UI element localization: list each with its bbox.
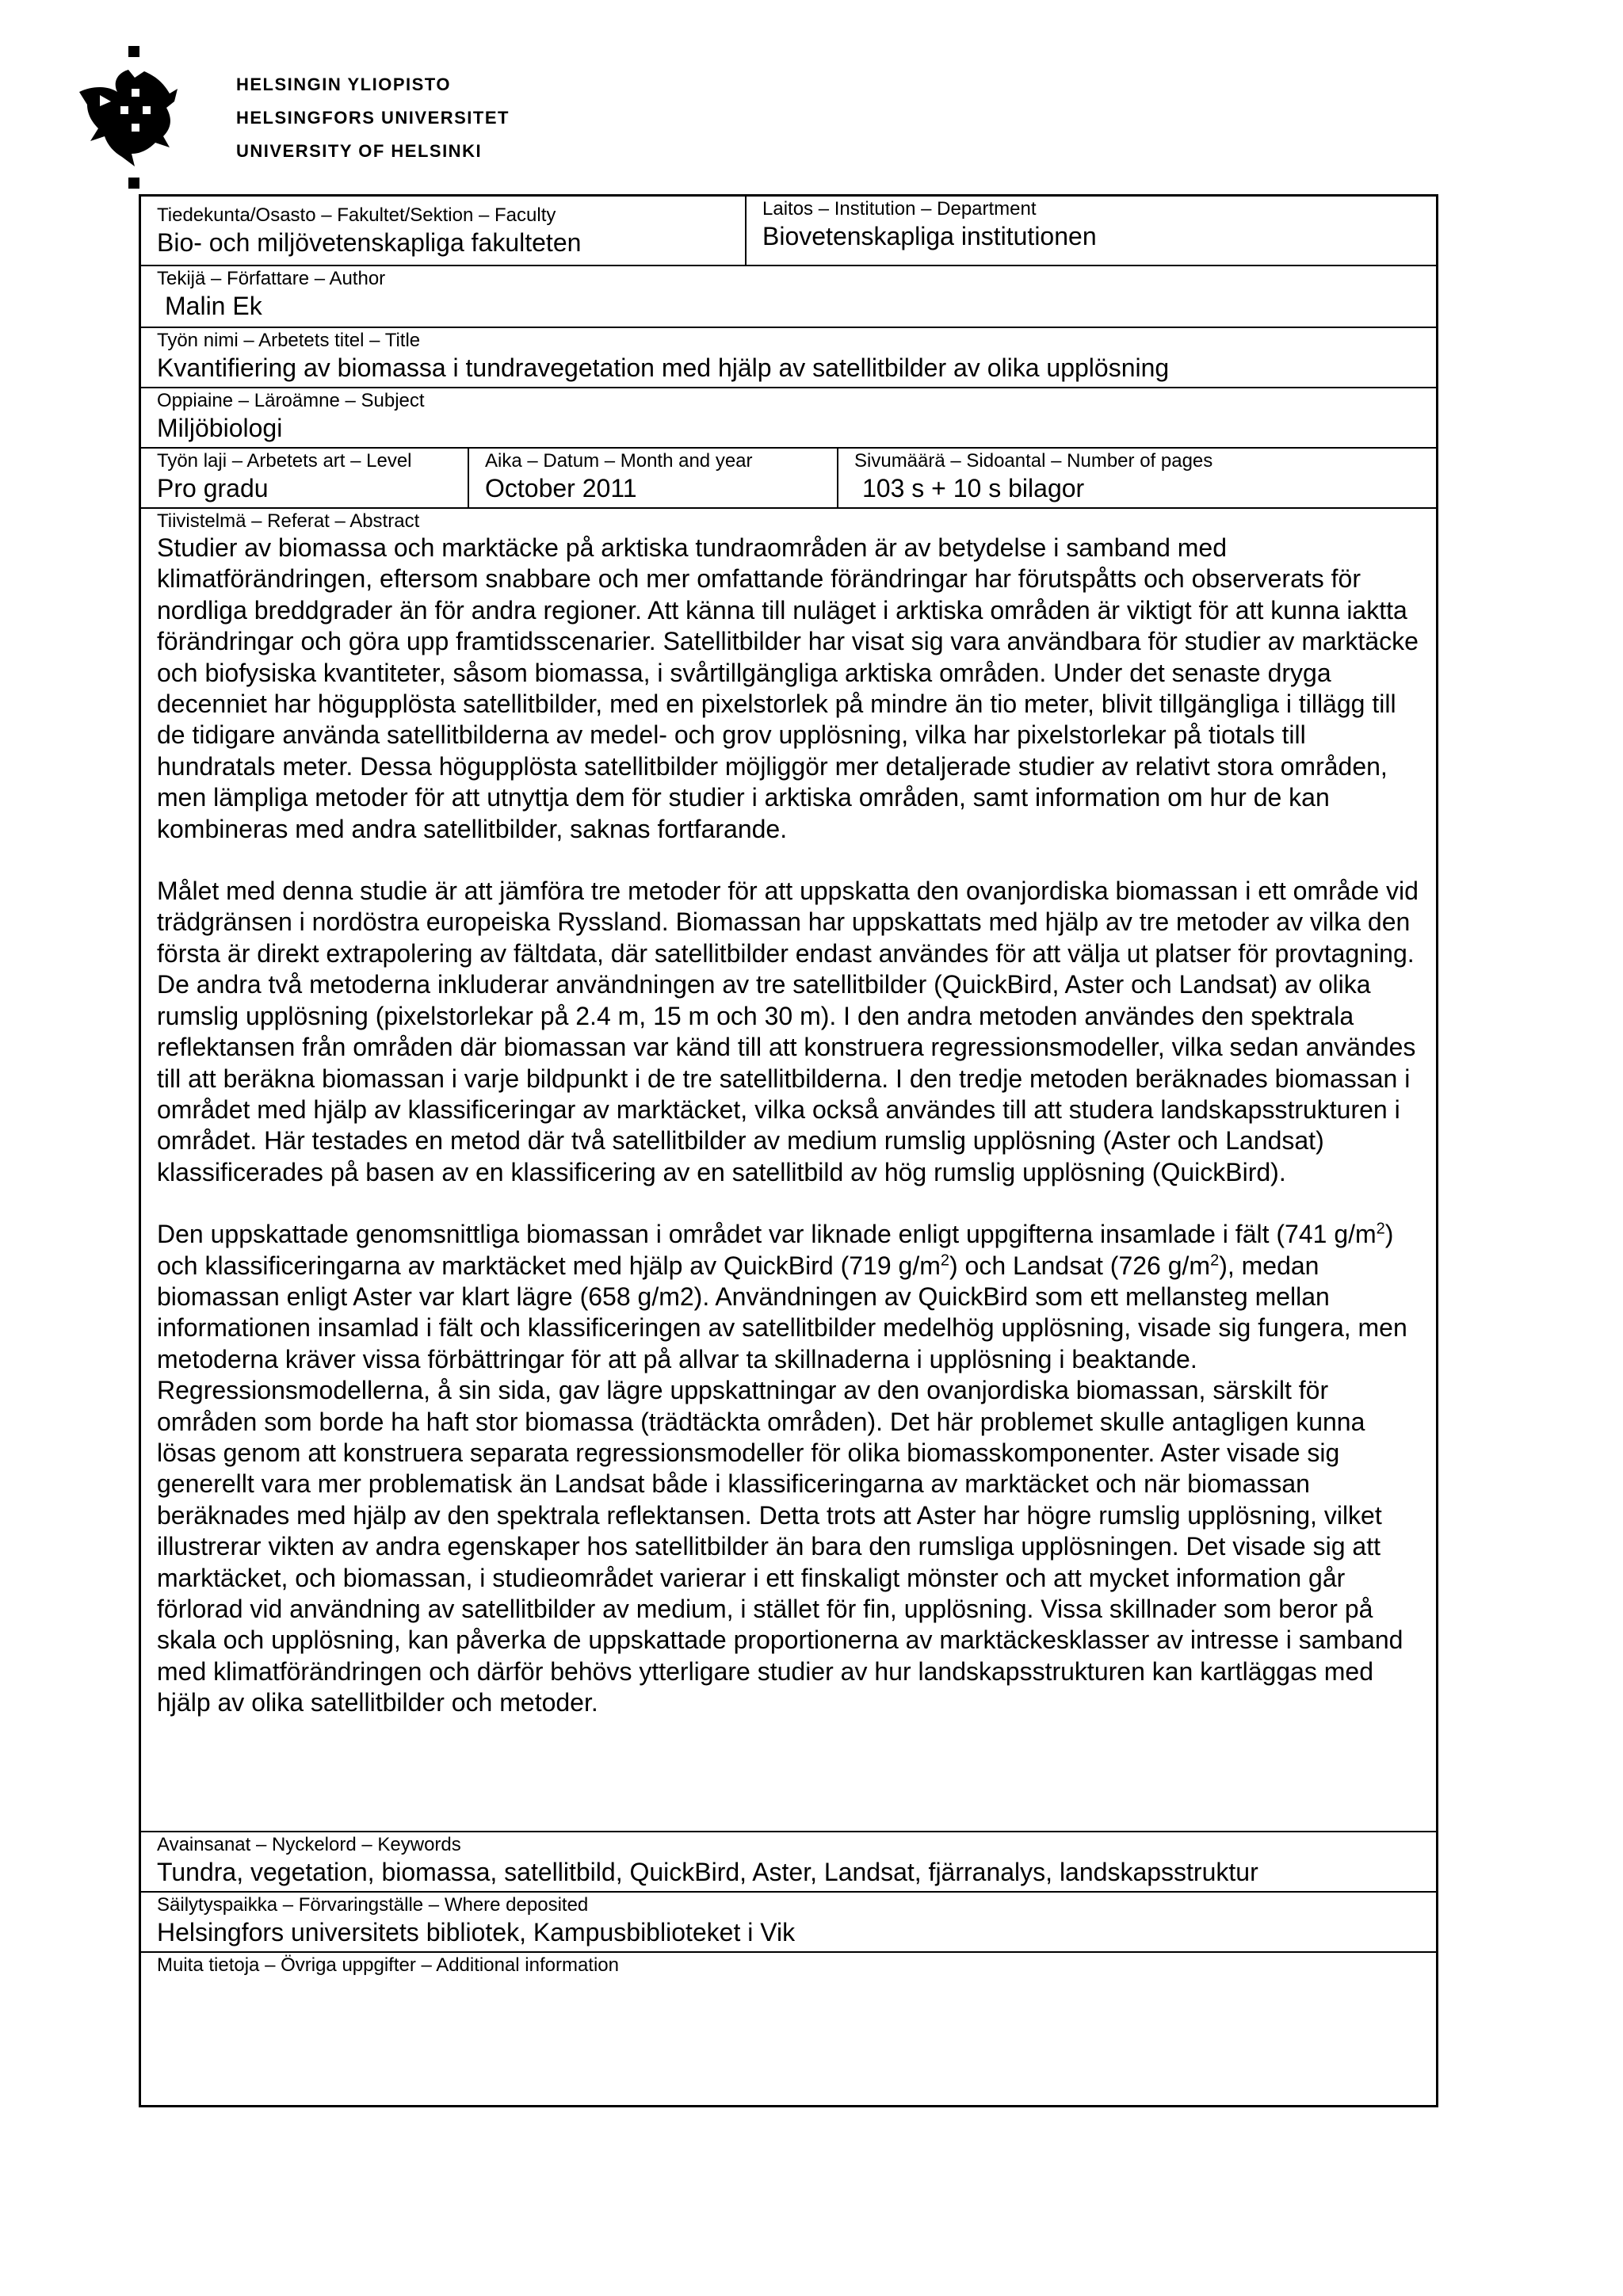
- level-label: Työn laji – Arbetets art – Level: [157, 450, 412, 472]
- author-value: Malin Ek: [165, 292, 262, 320]
- pages-value: 103 s + 10 s bilagor: [862, 474, 1085, 502]
- author-cell: [141, 266, 1436, 327]
- pages-cell: [837, 449, 1436, 507]
- abstract-cell: [141, 509, 1436, 1831]
- level-cell: [141, 449, 468, 507]
- deposited-cell: [141, 1893, 1436, 1951]
- faculty-label: Tiedekunta/Osasto – Fakultet/Sektion – Faculty: [157, 204, 556, 226]
- author-row: [141, 266, 1436, 328]
- abstract-text: [157, 533, 1436, 1719]
- subject-cell: [141, 388, 1436, 447]
- subject-label: Oppiaine – Läroämne – Subject: [157, 390, 425, 411]
- university-name-en: UNIVERSITY OF HELSINKI: [236, 141, 483, 161]
- superscript-2: 2: [1376, 1220, 1385, 1238]
- title-value: Kvantifiering av biomassa i tundravegetation med hjälp av satellitbilder av olika upplösning: [157, 353, 1170, 382]
- faculty-cell: [141, 197, 745, 265]
- additional-cell: [141, 1953, 1436, 2105]
- flame-logo-icon: [76, 46, 250, 189]
- deposited-label: Säilytyspaikka – Förvaringställe – Where deposited: [157, 1894, 589, 1916]
- department-label: Laitos – Institution – Department: [762, 198, 1037, 220]
- pages-label: Sivumäärä – Sidoantal – Number of pages: [854, 450, 1213, 472]
- keywords-row: [141, 1832, 1436, 1893]
- deposited-row: [141, 1893, 1436, 1953]
- author-label: Tekijä – Författare – Author: [157, 268, 386, 289]
- abstract-row: [141, 509, 1436, 1832]
- deposited-value: Helsingfors universitets bibliotek, Kampusbiblioteket i Vik: [157, 1918, 796, 1946]
- abstract-paragraph-1: Studier av biomassa och marktäcke på arktiska tundraområden är av betydelse i samband med klimatförändringen, eftersom snabbare och mer omfattande förändringar har förutspåtts och observerats för nordliga breddgrader än för andra regioner. Att känna till nuläget i arktiska områden är viktigt för att kunna iaktta förändringar och göra upp framtidsscenarier. Satellitbilder har visat sig vara användbara för studier av marktäcke och biofysiska kvantiteter, såsom biomassa, i svårtillgängliga arktiska områden. Under det senaste dryga decenniet har högupplösta satellitbilder, med en pixelstorlek på mindre än tio meter, blivit tillgängliga i tillägg till de tidigare använda satellitbilderna av medel- och grov upplösning, vilka har pixelstorlekar på tiotals till hundratals meter. Dessa högupplösta satellitbilder möjliggör mer detaljerade studier av relativt stora områden, men lämpliga metoder för att utnyttja dem för studier i arktiska områden, samt information om hur de kan kombineras med andra satellitbilder, saknas fortfarande.: [157, 533, 1419, 843]
- abstract-p3-part-b: ) och klassificeringarna av marktäcket med hjälp av QuickBird (719 g/m: [157, 1220, 1394, 1280]
- university-name-sv: HELSINGFORS UNIVERSITET: [236, 108, 510, 128]
- subject-value: Miljöbiologi: [157, 414, 283, 442]
- level-value: Pro gradu: [157, 474, 269, 502]
- faculty-value: Bio- och miljövetenskapliga fakulteten: [157, 228, 582, 257]
- additional-label: Muita tietoja – Övriga uppgifter – Additional information: [157, 1954, 619, 1976]
- superscript-2: 2: [1210, 1251, 1220, 1269]
- department-cell: [745, 197, 1436, 265]
- faculty-department-row: [141, 197, 1436, 266]
- abstract-paragraph-3: [157, 1219, 1426, 1719]
- abstract-p3-part-d: ), medan biomassan enligt Aster var klart lägre (658 g/m2). Användningen av QuickBird som ett mellansteg mellan informationen insamlad i fält och klassificeringen av satellitbilder medelhög upplösning, visade sig fungera, men metoderna kräver vissa förbättringar för att på allvar ta skillnaderna i upplösning i beaktande. Regressionsmodellerna, å sin sida, gav lägre uppskattningar av den ovanjordiska biomassan, särskilt för områden som borde ha haft stor biomassa (trädtäckta områden). Det här problemet skulle antagligen kunna lösas genom att konstruera separata regressionsmodeller för olika biomasskomponenter. Aster visade sig generellt vara mer problematisk än Landsat både i klassificeringarna av marktäcket och när biomassan beräknades med hjälp av den spektrala reflektansen. Detta trots att Aster har högre rumslig upplösning, vilket illustrerar vikten av andra egenskaper hos satellitbilder än bara den rumsliga upplösningen. Det visade sig att marktäcket, och biomassan, i studieområdet varierar i ett finskaligt mönster och att mycket information går förlorad vid användning av satellitbilder av medium, i stället för fin, upplösning. Vissa skillnader som beror på skala och upplösning, kan påverka de uppskattade proportionerna av marktäckesklasser av intresse i samband med klimatförändringen och därför behövs ytterligare studier av hur landskapsstrukturen kan kartläggas med hjälp av olika satellitbilder och metoder.: [157, 1251, 1407, 1717]
- abstract-paragraph-2: Målet med denna studie är att jämföra tre metoder för att uppskatta den ovanjordiska biomassan i ett område vid trädgränsen i nordöstra europeiska Ryssland. Biomassan har uppskattats med hjälp av tre metoder av vilka den första är direkt extrapolering av fältdata, där satellitbilder endast användes för att välja ut platser för provtagning. De andra två metoderna inkluderar användningen av tre satellitbilder (QuickBird, Aster och Landsat) av olika rumslig upplösning (pixelstorlekar på 2.4 m, 15 m och 30 m). I den andra metoden användes den spektrala reflektansen från områden där biomassan var känd till att konstruera regressionsmodeller, vilka sedan användes till att beräkna biomassan i varje bildpunkt i de tre satellitbilderna. I den tredje metoden beräknades biomassan i området med hjälp av klassificeringar av marktäcket, vilka också användes till att studera landskapsstrukturen i området. Här testades en metod där två satellitbilder av medium rumslig upplösning (Aster och Landsat) klassificerades på basen av en klassificering av en satellitbild av hög rumslig upplösning (QuickBird).: [157, 877, 1419, 1186]
- subject-row: [141, 388, 1436, 449]
- abstract-label: Tiivistelmä – Referat – Abstract: [157, 510, 420, 532]
- level-date-pages-row: [141, 449, 1436, 509]
- date-label: Aika – Datum – Month and year: [485, 450, 753, 472]
- title-label: Työn nimi – Arbetets titel – Title: [157, 330, 421, 351]
- abstract-form: [139, 194, 1438, 2107]
- abstract-p3-part-a: Den uppskattade genomsnittliga biomassan i området var liknade enligt uppgifterna insamlade i fält (741 g/m: [157, 1220, 1377, 1249]
- abstract-p3-part-c: ) och Landsat (726 g/m: [949, 1251, 1211, 1280]
- university-logo: [76, 46, 520, 189]
- keywords-cell: [141, 1832, 1436, 1891]
- title-row: [141, 328, 1436, 388]
- additional-row: [141, 1953, 1436, 2105]
- keywords-value: Tundra, vegetation, biomassa, satellitbild, QuickBird, Aster, Landsat, fjärranalys, landskapsstruktur: [157, 1858, 1258, 1886]
- university-names: [236, 68, 510, 168]
- title-cell: [141, 328, 1436, 387]
- university-name-fi: HELSINGIN YLIOPISTO: [236, 74, 451, 94]
- department-value: Biovetenskapliga institutionen: [762, 222, 1097, 250]
- superscript-2: 2: [940, 1251, 949, 1269]
- keywords-label: Avainsanat – Nyckelord – Keywords: [157, 1834, 461, 1855]
- date-value: October 2011: [485, 474, 637, 502]
- date-cell: [468, 449, 837, 507]
